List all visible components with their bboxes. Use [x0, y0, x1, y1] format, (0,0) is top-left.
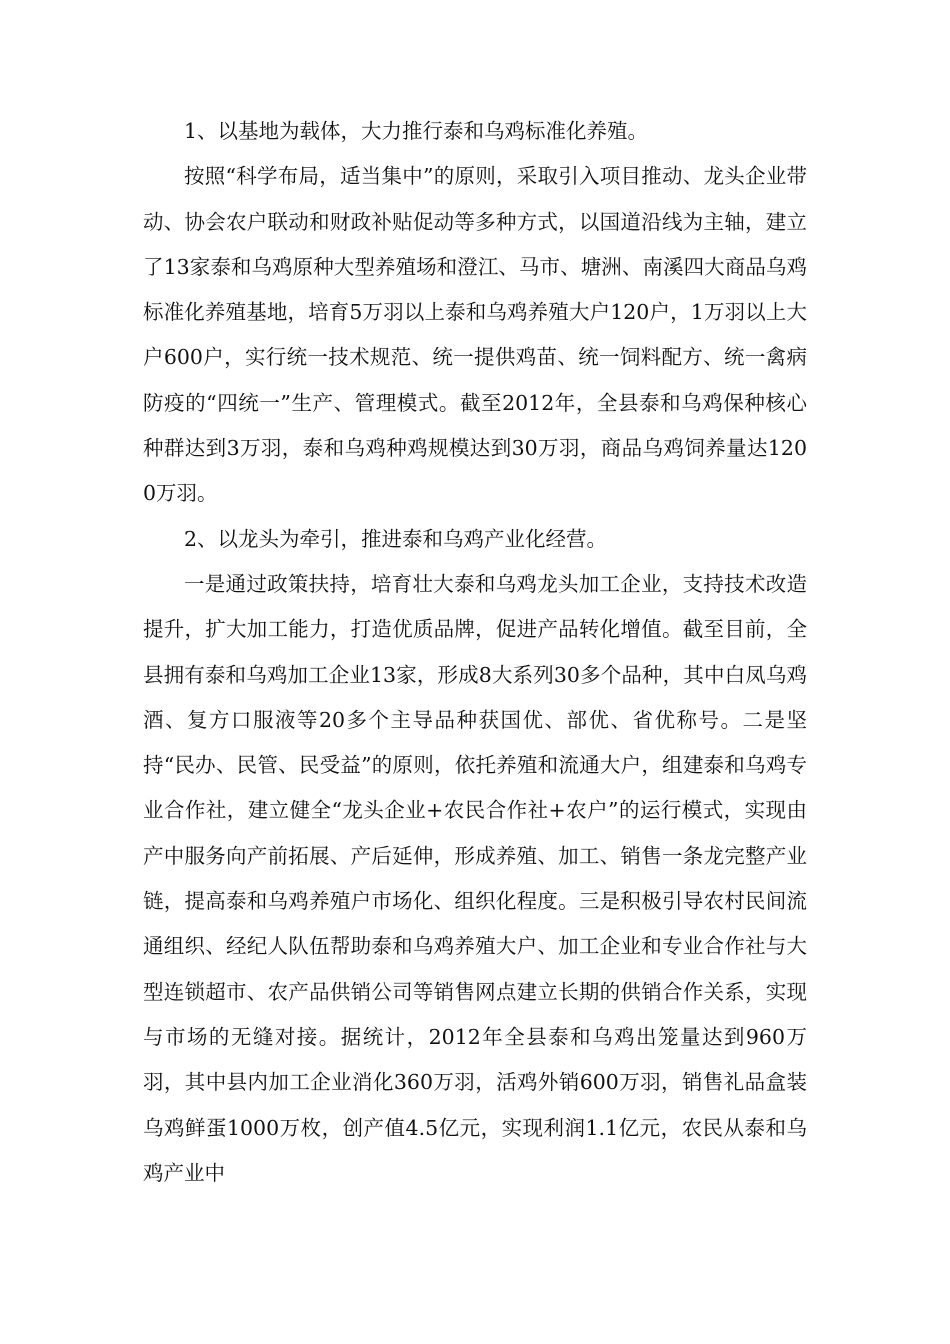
body-paragraph-2: 一是通过政策扶持，培育壮大泰和乌鸡龙头加工企业，支持技术改造提升，扩大加工能力，打造优质品牌，促进产品转化增值。截至目前，全县拥有泰和乌鸡加工企业13家，形成8大系列30多个品种，其中白凤乌鸡酒、复方口服液等20多个主导品种获国优、部优、省优称号。二是坚持“民办、民管、民受益”的原则，依托养殖和流通大户，组建泰和乌鸡专业合作社，建立健全“龙头企业+农民合作社+农户”的运行模式，实现由产中服务向产前拓展、产后延伸，形成养殖、加工、销售一条龙完整产业链，提高泰和乌鸡养殖户市场化、组织化程度。三是积极引导农村民间流通组织、经纪人队伍帮助泰和乌鸡养殖大户、加工企业和专业合作社与大型连锁超市、农产品供销公司等销售网点建立长期的供销合作关系，实现与市场的无缝对接。据统计，2012年全县泰和乌鸡出笼量达到960万羽，其中县内加工企业消化360万羽，活鸡外销600万羽，销售礼品盒装乌鸡鲜蛋1000万枚，创产值4.5亿元，实现利润1.1亿元，农民从泰和乌鸡产业中	[143, 571, 807, 1185]
section-heading-2: 2、以龙头为牵引，推进泰和乌鸡产业化经营。	[184, 526, 608, 551]
body-paragraph-1: 按照“科学布局，适当集中”的原则，采取引入项目推动、龙头企业带动、协会农户联动和财政补贴促动等多种方式，以国道沿线为主轴，建立了13家泰和乌鸡原种大型养殖场和澄江、马市、塘洲、南溪四大商品乌鸡标准化养殖基地，培育5万羽以上泰和乌鸡养殖大户120户，1万羽以上大户600户，实行统一技术规范、统一提供鸡苗、统一饲料配方、统一禽病防疫的“四统一”生产、管理模式。截至2012年，全县泰和乌鸡保种核心种群达到3万羽，泰和乌鸡种鸡规模达到30万羽，商品乌鸡饲养量达1200万羽。	[143, 164, 807, 506]
document-body	[143, 109, 807, 1196]
section-heading-1: 1、以基地为载体，大力推行泰和乌鸡标准化养殖。	[184, 119, 649, 143]
